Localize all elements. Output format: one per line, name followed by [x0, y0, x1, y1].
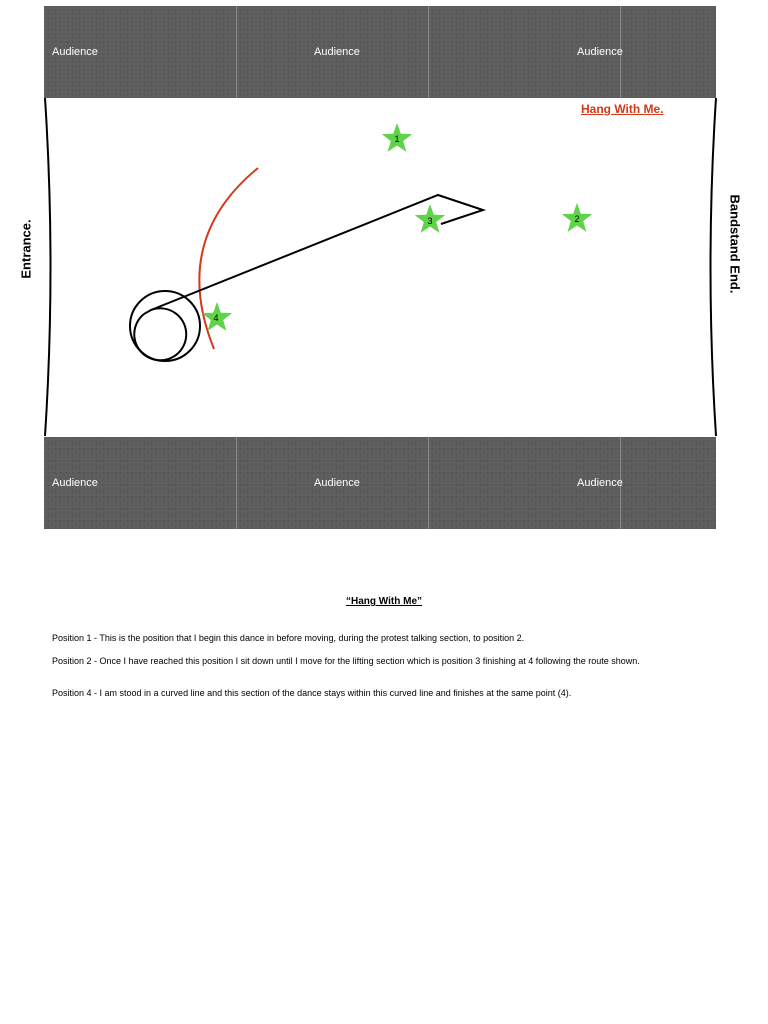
bandstand-label: Bandstand End.: [727, 194, 743, 294]
stage-left-edge: [45, 98, 51, 436]
document-heading: “Hang With Me”: [345, 596, 422, 607]
audience-label: Audience: [314, 477, 360, 489]
audience-label: Audience: [577, 477, 623, 489]
position-number: 3: [427, 216, 433, 226]
position-note: Position 1 - This is the position that I begin this dance in before moving, during the protest talking section, to position 2.: [52, 633, 525, 643]
audience-label: Audience: [577, 46, 623, 58]
route-loop-inner: [134, 308, 186, 360]
position-number: 1: [394, 134, 400, 144]
position-note: Position 4 - I am stood in a curved line and this section of the dance stays within this curved line and finishes at the same point (4).: [52, 688, 572, 698]
position-number: 2: [574, 214, 580, 224]
position-note: Position 2 - Once I have reached this position I sit down until I move for the lifting section which is position 3 finishing at 4 following the route shown.: [52, 656, 640, 666]
diagram-title: Hang With Me.: [581, 102, 664, 116]
audience-label: Audience: [314, 46, 360, 58]
curved-line: [199, 168, 258, 349]
position-number: 4: [213, 313, 219, 323]
stage-right-edge: [711, 98, 717, 436]
audience-label: Audience: [52, 477, 98, 489]
audience-label: Audience: [52, 46, 98, 58]
entrance-label: Entrance.: [18, 219, 34, 279]
